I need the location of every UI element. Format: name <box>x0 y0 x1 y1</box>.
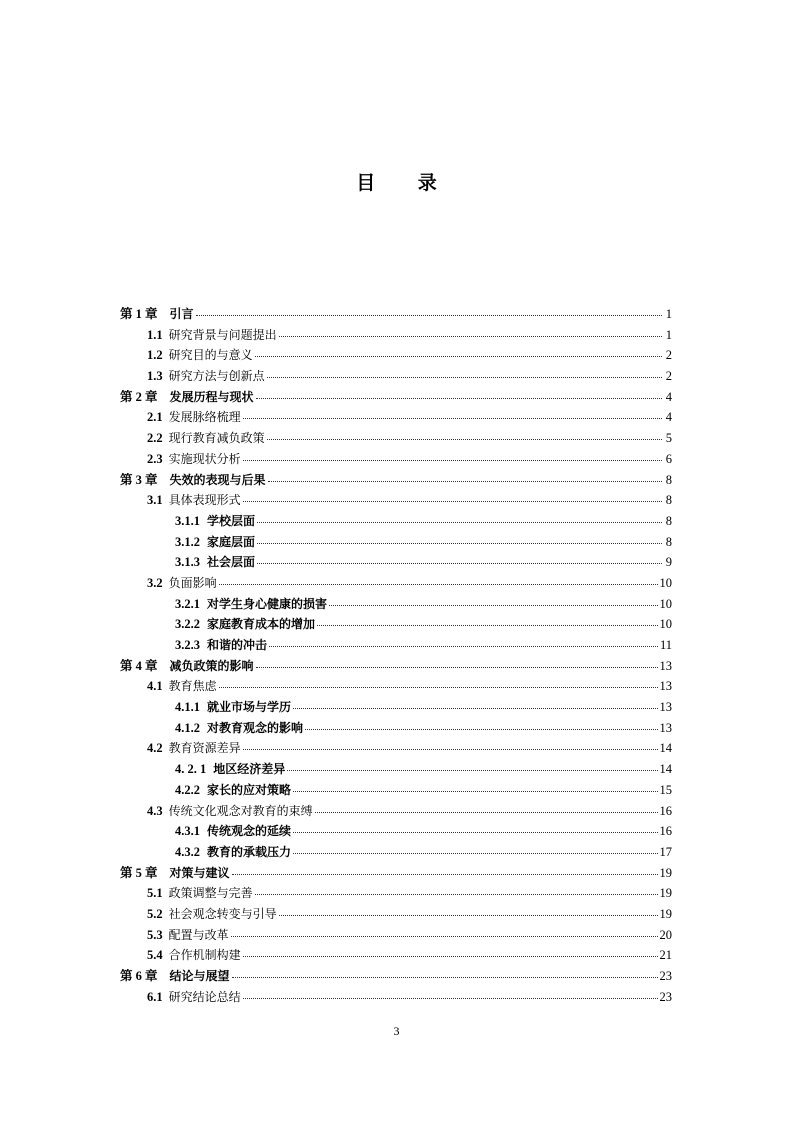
dot-leader <box>243 955 658 957</box>
toc-entry-label: 实施现状分析 <box>168 451 241 466</box>
dot-leader <box>268 480 662 482</box>
toc-entry-page: 21 <box>659 948 672 963</box>
dot-leader <box>243 748 658 750</box>
toc-entry-number: 第 2 章 <box>120 389 158 404</box>
toc-entry-label: 负面影响 <box>168 575 217 590</box>
dot-leader <box>232 873 658 875</box>
toc-entry-page: 16 <box>659 824 672 839</box>
toc-entry-page: 6 <box>665 451 672 466</box>
toc-entry-level-3[interactable] <box>120 697 672 718</box>
toc-entry-label: 对学生身心健康的损害 <box>207 596 328 611</box>
toc-entry-number: 2.3 <box>147 451 163 466</box>
toc-entry-level-3[interactable] <box>120 594 672 615</box>
toc-entry-page: 8 <box>665 493 672 508</box>
toc-entry-label: 地区经济差异 <box>213 762 286 777</box>
toc-entry-number: 4.3.2 <box>175 844 200 859</box>
toc-entry-level-3[interactable] <box>120 780 672 801</box>
toc-entry-number: 4.3.1 <box>175 824 200 839</box>
toc-entry-number: 第 5 章 <box>120 865 158 880</box>
toc-entry-number: 3.2.1 <box>175 596 200 611</box>
toc-entry-level-3[interactable] <box>120 842 672 863</box>
toc-entry-number: 1.3 <box>147 369 163 384</box>
toc-entry-label: 发展历程与现状 <box>169 389 254 404</box>
toc-entry-number: 1.2 <box>147 348 163 363</box>
dot-leader <box>293 790 657 792</box>
toc-entry-label: 家长的应对策略 <box>207 782 292 797</box>
table-of-contents <box>120 304 672 1007</box>
dot-leader <box>293 852 657 854</box>
toc-entry-label: 合作机制构建 <box>168 948 241 963</box>
toc-entry-label: 家庭教育成本的增加 <box>207 617 316 632</box>
toc-entry-number: 4.2 <box>147 741 163 756</box>
toc-entry-number: 5.3 <box>147 927 163 942</box>
toc-entry-number: 第 4 章 <box>120 658 158 673</box>
toc-entry-page: 10 <box>659 575 672 590</box>
toc-entry-level-1[interactable] <box>120 470 672 491</box>
dot-leader <box>231 935 658 937</box>
toc-entry-label: 对策与建议 <box>169 865 230 880</box>
toc-entry-page: 2 <box>665 369 672 384</box>
toc-entry-page: 16 <box>659 803 672 818</box>
toc-entry-label: 研究背景与问题提出 <box>168 327 277 342</box>
toc-entry-page: 10 <box>659 596 672 611</box>
toc-entry-level-3[interactable] <box>120 821 672 842</box>
toc-entry-page: 23 <box>659 989 672 1004</box>
toc-entry-level-3[interactable] <box>120 635 672 656</box>
toc-entry-page: 14 <box>659 741 672 756</box>
toc-entry-level-2[interactable] <box>120 407 672 428</box>
toc-entry-level-2[interactable] <box>120 325 672 346</box>
toc-entry-number: 第 1 章 <box>120 307 158 321</box>
toc-entry-number: 4.3 <box>147 803 163 818</box>
toc-entry-level-3[interactable] <box>120 718 672 739</box>
toc-entry-label: 教育资源差异 <box>168 741 241 756</box>
toc-entry-page: 4 <box>665 389 672 404</box>
toc-entry-page: 8 <box>665 534 672 549</box>
dot-leader <box>315 811 658 813</box>
toc-entry-number: 4.1.2 <box>175 720 200 735</box>
toc-entry-number: 4.1.1 <box>175 700 200 715</box>
toc-entry-level-2[interactable] <box>120 801 672 822</box>
toc-entry-level-2[interactable] <box>120 573 672 594</box>
toc-entry-level-3[interactable] <box>120 532 672 553</box>
toc-entry-label: 社会层面 <box>207 555 256 570</box>
toc-entry-label: 和谐的冲击 <box>207 638 268 652</box>
dot-leader <box>257 562 662 564</box>
toc-entry-label: 研究方法与创新点 <box>168 369 265 384</box>
dot-leader <box>243 459 662 461</box>
toc-entry-number: 3.1 <box>147 493 163 508</box>
dot-leader <box>267 438 662 440</box>
toc-entry-level-2[interactable] <box>120 987 672 1008</box>
toc-entry-page: 17 <box>659 844 672 859</box>
toc-entry-level-1[interactable] <box>120 863 672 884</box>
toc-entry-number: 4. 2. 1 <box>175 762 207 777</box>
toc-entry-label: 现行教育减负政策 <box>168 431 265 446</box>
toc-entry-label: 就业市场与学历 <box>207 700 292 715</box>
toc-entry-level-2[interactable] <box>120 345 672 366</box>
toc-entry-level-2[interactable] <box>120 490 672 511</box>
toc-entry-number: 第 6 章 <box>120 969 158 983</box>
toc-entry-label: 政策调整与完善 <box>168 886 253 901</box>
toc-entry-number: 4.1 <box>147 679 163 694</box>
toc-entry-label: 结论与展望 <box>169 969 230 983</box>
toc-entry-label: 家庭层面 <box>207 534 256 549</box>
dot-leader <box>257 521 662 523</box>
toc-entry-level-3[interactable] <box>120 614 672 635</box>
dot-leader <box>293 831 657 833</box>
toc-entry-number: 2.2 <box>147 431 163 446</box>
toc-entry-level-3[interactable] <box>120 511 672 532</box>
dot-leader <box>279 335 662 337</box>
toc-entry-level-2[interactable] <box>120 449 672 470</box>
toc-entry-number: 1.1 <box>147 327 163 342</box>
dot-leader <box>279 914 658 916</box>
dot-leader <box>196 314 662 316</box>
page-number: 3 <box>393 1024 400 1038</box>
dot-leader <box>256 666 658 668</box>
toc-entry-level-2[interactable] <box>120 883 672 904</box>
dot-leader <box>255 355 662 357</box>
dot-leader <box>287 769 657 771</box>
dot-leader <box>255 893 658 895</box>
toc-entry-level-1[interactable] <box>120 387 672 408</box>
toc-entry-label: 研究结论总结 <box>168 989 241 1004</box>
toc-entry-number: 5.4 <box>147 948 163 963</box>
toc-entry-number: 4.2.2 <box>175 782 200 797</box>
toc-entry-label: 社会观念转变与引导 <box>168 906 277 921</box>
toc-entry-page: 19 <box>659 886 672 901</box>
toc-entry-page: 13 <box>659 679 672 694</box>
toc-entry-page: 19 <box>659 906 672 921</box>
toc-entry-level-1[interactable] <box>120 304 672 325</box>
toc-entry-number: 5.1 <box>147 886 163 901</box>
toc-entry-label: 配置与改革 <box>168 927 229 942</box>
toc-entry-number: 2.1 <box>147 410 163 425</box>
toc-entry-level-3[interactable] <box>120 759 672 780</box>
dot-leader <box>243 997 658 999</box>
dot-leader <box>243 500 662 502</box>
toc-entry-label: 对教育观念的影响 <box>207 720 304 735</box>
toc-entry-number: 3.2 <box>147 575 163 590</box>
toc-entry-number: 3.2.3 <box>175 638 200 652</box>
toc-entry-number: 3.1.1 <box>175 513 200 528</box>
toc-entry-number: 6.1 <box>147 989 163 1004</box>
toc-entry-level-2[interactable] <box>120 676 672 697</box>
toc-entry-number: 3.2.2 <box>175 617 200 632</box>
dot-leader <box>256 397 662 399</box>
toc-entry-page: 4 <box>665 410 672 425</box>
dot-leader <box>219 686 658 688</box>
toc-entry-label: 学校层面 <box>207 513 256 528</box>
toc-entry-page: 14 <box>659 762 672 777</box>
toc-entry-label: 传统文化观念对教育的束缚 <box>168 803 313 818</box>
toc-entry-level-2[interactable] <box>120 904 672 925</box>
dot-leader <box>329 604 657 606</box>
toc-entry-level-1[interactable] <box>120 966 672 987</box>
dot-leader <box>219 583 658 585</box>
toc-entry-page: 2 <box>665 348 672 363</box>
toc-entry-page: 15 <box>659 782 672 797</box>
toc-entry-page: 8 <box>665 472 672 487</box>
toc-entry-label: 研究目的与意义 <box>168 348 253 363</box>
toc-entry-label: 教育焦虑 <box>168 679 217 694</box>
toc-entry-level-2[interactable] <box>120 925 672 946</box>
dot-leader <box>257 542 662 544</box>
toc-entry-page: 11 <box>659 638 672 652</box>
toc-entry-page: 8 <box>665 513 672 528</box>
dot-leader <box>293 707 657 709</box>
dot-leader <box>243 417 662 419</box>
dot-leader <box>267 376 662 378</box>
toc-entry-level-2[interactable] <box>120 366 672 387</box>
toc-entry-label: 具体表现形式 <box>168 493 241 508</box>
toc-entry-level-2[interactable] <box>120 945 672 966</box>
toc-entry-page: 13 <box>659 700 672 715</box>
page-title: 目 录 <box>356 172 455 194</box>
toc-entry-page: 1 <box>665 327 672 342</box>
dot-leader <box>269 645 658 647</box>
toc-entry-label: 发展脉络梳理 <box>168 410 241 425</box>
toc-entry-level-3[interactable] <box>120 552 672 573</box>
dot-leader <box>232 976 658 978</box>
toc-entry-label: 教育的承载压力 <box>207 844 292 859</box>
toc-entry-level-2[interactable] <box>120 428 672 449</box>
toc-entry-page: 13 <box>659 720 672 735</box>
dot-leader <box>317 624 657 626</box>
toc-entry-number: 3.1.2 <box>175 534 200 549</box>
toc-entry-page: 19 <box>659 865 672 880</box>
toc-entry-page: 1 <box>665 307 672 321</box>
toc-entry-page: 5 <box>665 431 672 446</box>
toc-entry-number: 第 3 章 <box>120 472 158 487</box>
toc-entry-page: 13 <box>659 658 672 673</box>
toc-entry-label: 引言 <box>169 307 194 321</box>
toc-entry-level-1[interactable] <box>120 656 672 677</box>
toc-entry-number: 3.1.3 <box>175 555 200 570</box>
toc-entry-level-2[interactable] <box>120 738 672 759</box>
toc-entry-number: 5.2 <box>147 906 163 921</box>
toc-entry-page: 20 <box>659 927 672 942</box>
dot-leader <box>305 728 657 730</box>
toc-entry-label: 减负政策的影响 <box>169 658 254 673</box>
toc-entry-page: 10 <box>659 617 672 632</box>
toc-entry-label: 失效的表现与后果 <box>169 472 266 487</box>
toc-entry-page: 23 <box>659 969 672 983</box>
toc-entry-label: 传统观念的延续 <box>207 824 292 839</box>
toc-entry-page: 9 <box>665 555 672 570</box>
